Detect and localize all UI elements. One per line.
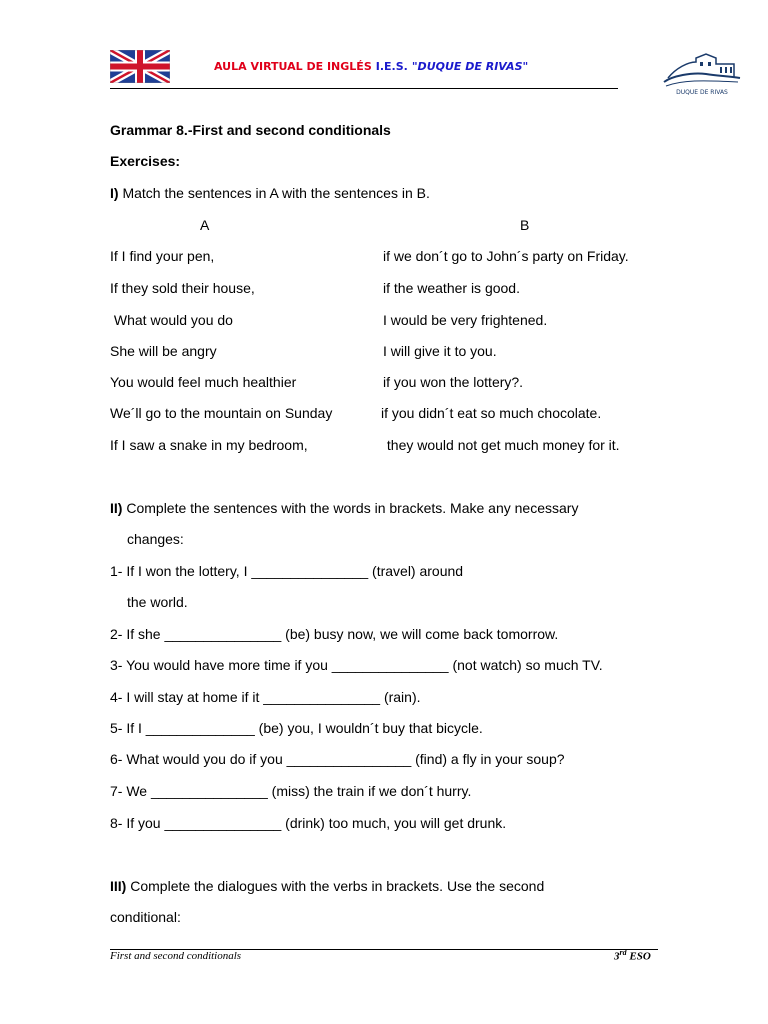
ex2-item: 6- What would you do if you ________________ (find) a fly in your soup? xyxy=(110,751,565,767)
ex1-a-item: We´ll go to the mountain on Sunday xyxy=(110,405,333,421)
ex1-b-item: they would not get much money for it. xyxy=(383,437,620,453)
ex2-item: 3- You would have more time if you _______________ (not watch) so much TV. xyxy=(110,657,603,673)
ex2-item: 8- If you _______________ (drink) too much, you will get drunk. xyxy=(110,815,507,831)
ex2-item: 5- If I ______________ (be) you, I wouldn´t buy that bicycle. xyxy=(110,720,483,736)
ex1-a-item: If I find your pen, xyxy=(110,248,215,264)
ex2-item: 4- I will stay at home if it _______________ (rain). xyxy=(110,689,421,705)
ex2-item: the world. xyxy=(127,594,188,610)
ex2-item: 2- If she _______________ (be) busy now, we will come back tomorrow. xyxy=(110,626,559,642)
footer-grade-suffix: rd xyxy=(619,948,627,957)
exercises-label: Exercises: xyxy=(110,153,181,169)
ex2-item: 1- If I won the lottery, I _______________ (travel) around xyxy=(110,563,464,579)
header-aula: AULA VIRTUAL DE INGLÉS xyxy=(214,60,372,73)
ex1-b-item: if the weather is good. xyxy=(383,280,520,296)
header-school: "DUQUE DE RIVAS" xyxy=(411,60,529,73)
ex1-b-item: if we don´t go to John´s party on Friday. xyxy=(383,248,629,264)
ex1-b-item: I will give it to you. xyxy=(383,343,497,359)
footer-left: First and second conditionals xyxy=(110,950,242,962)
ex1-b-item: if you won the lottery?. xyxy=(383,374,524,390)
column-a-header: A xyxy=(200,217,210,233)
ex2-instruction-cont: changes: xyxy=(127,531,184,547)
footer-right xyxy=(614,948,651,963)
ex1-instruction-text: Match the sentences in A with the sentences in B. xyxy=(118,185,430,201)
ex2-instruction-text: Complete the sentences with the words in brackets. Make any necessary xyxy=(122,500,579,516)
footer-grade-number: 3 xyxy=(614,950,620,963)
ex2-number: II) xyxy=(110,500,123,516)
ex1-a-item: If they sold their house, xyxy=(110,280,255,296)
ex3-instruction xyxy=(110,878,544,894)
ex3-instruction-cont: conditional: xyxy=(110,909,181,925)
ex2-item: 7- We _______________ (miss) the train if we don´t hurry. xyxy=(110,783,472,799)
ex1-number: I) xyxy=(110,185,119,201)
ex3-instruction-text: Complete the dialogues with the verbs in brackets. Use the second xyxy=(126,878,545,894)
column-b-header: B xyxy=(520,217,530,233)
ex1-a-item: If I saw a snake in my bedroom, xyxy=(110,437,308,453)
ex1-b-item: I would be very frightened. xyxy=(383,312,548,328)
header-ies: I.E.S. xyxy=(375,60,408,73)
page-title: Grammar 8.-First and second conditionals xyxy=(110,122,391,138)
ex1-instruction xyxy=(110,185,430,201)
header-rule xyxy=(110,88,618,89)
ex1-b-item: if you didn´t eat so much chocolate. xyxy=(381,405,602,421)
ex1-a-item: She will be angry xyxy=(110,343,217,359)
ex3-number: III) xyxy=(110,878,127,894)
uk-flag-icon xyxy=(110,50,170,83)
header-title xyxy=(214,60,528,73)
footer-grade-text: ESO xyxy=(626,950,651,963)
ex1-a-item: What would you do xyxy=(110,312,233,328)
ex1-a-item: You would feel much healthier xyxy=(110,374,297,390)
ex2-instruction xyxy=(110,500,578,516)
logo-text: DUQUE DE RIVAS xyxy=(676,89,728,96)
school-logo-icon xyxy=(662,52,742,96)
